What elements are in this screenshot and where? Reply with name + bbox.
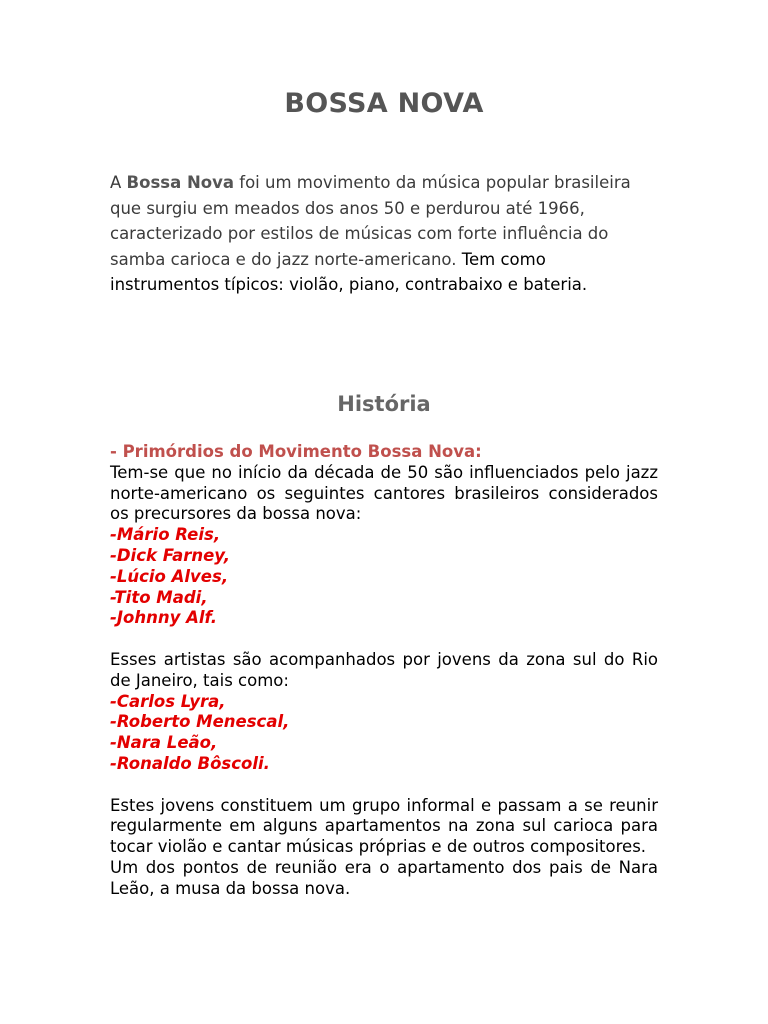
precursor-name: -Lúcio Alves,	[110, 566, 229, 586]
history-subheading: - Primórdios do Movimento Bossa Nova:	[110, 442, 482, 461]
youth-name: -Roberto Menescal,	[110, 712, 290, 732]
paragraph-spacer	[110, 775, 658, 796]
section-heading-historia: História	[337, 392, 431, 416]
precursor-name: -Tito Madi,	[110, 587, 208, 607]
history-paragraph-1: Tem-se que no início da década de 50 são influenciados pelo jazz norte-americano os seguintes cantores brasileiros considerados os precursores da bossa nova:	[110, 462, 658, 524]
youths-list	[110, 692, 658, 775]
precursor-name: -Mário Reis,	[110, 525, 221, 545]
intro-prefix: A	[110, 173, 127, 192]
intro-bold-term: Bossa Nova	[126, 173, 235, 192]
document-title: BOSSA NOVA	[284, 88, 484, 119]
history-paragraph-2: Esses artistas são acompanhados por jovens da zona sul do Rio de Janeiro, tais como:	[110, 649, 658, 690]
history-paragraph-4: Um dos pontos de reunião era o apartamento dos pais de Nara Leão, a musa da bossa nova.	[110, 857, 658, 898]
precursors-list	[110, 525, 658, 629]
history-paragraph-3: Estes jovens constituem um grupo informal e passam a se reunir regularmente em alguns apartamentos na zona sul carioca para tocar violão e cantar músicas próprias e de outros compositores.	[110, 795, 658, 857]
youth-name: -Ronaldo Bôscoli.	[110, 753, 270, 773]
paragraph-spacer	[110, 629, 658, 650]
youth-name: -Carlos Lyra,	[110, 691, 226, 711]
precursor-name: -Johnny Alf.	[110, 608, 218, 628]
intro-body: foi um movimento da música popular brasileira que surgiu em meados dos anos 50 e perdurou até 1966, caracterizado por estilos de músicas com forte influência do samba carioca e do jazz norte-americano.	[110, 173, 631, 269]
history-section	[110, 442, 658, 900]
intro-tail: Tem como instrumentos típicos: violão, piano, contrabaixo e bateria.	[110, 249, 588, 294]
precursor-name: -Dick Farney,	[110, 545, 231, 565]
intro-paragraph	[110, 170, 650, 298]
youth-name: -Nara Leão,	[110, 733, 218, 753]
